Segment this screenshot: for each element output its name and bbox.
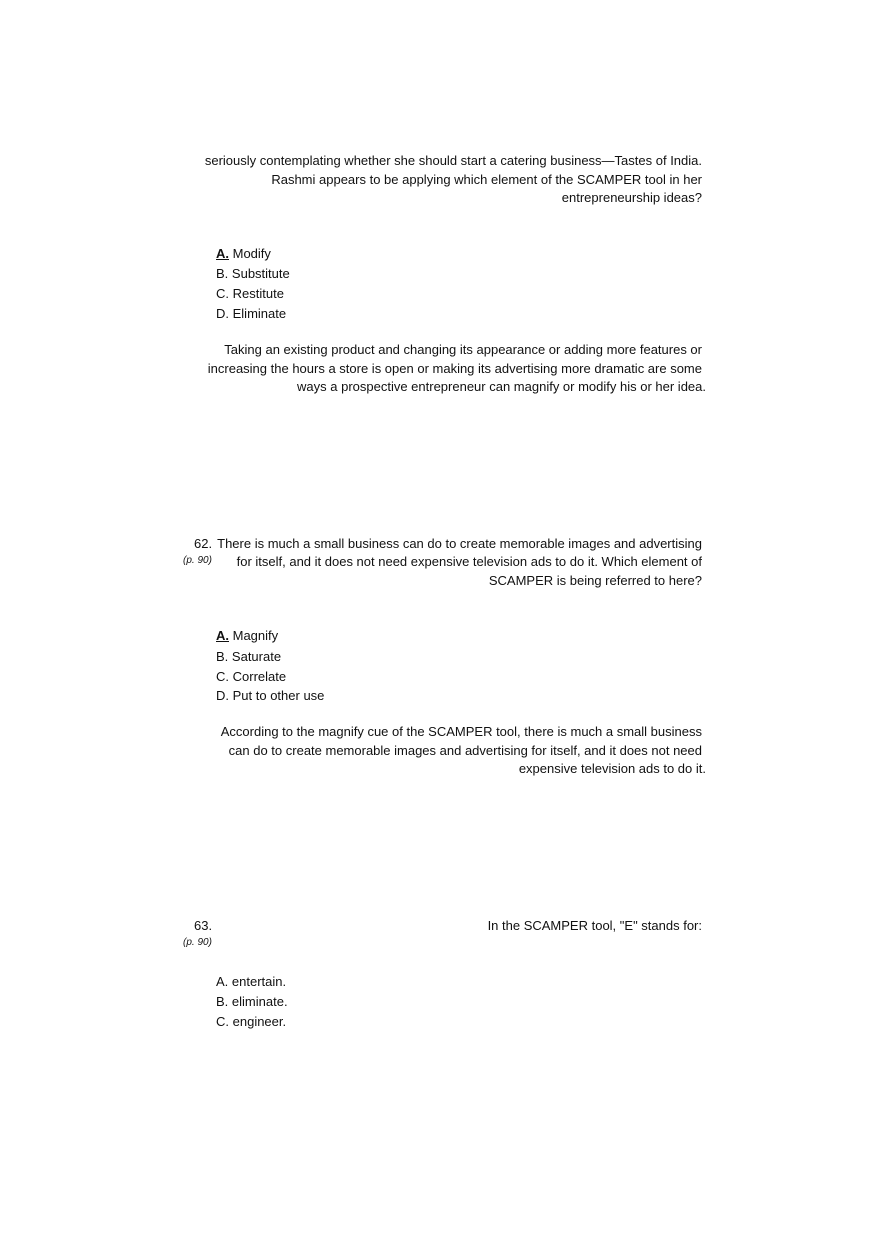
q63-option-b [216,993,288,1011]
q61-stem-line-3: entrepreneurship ideas? [561,190,702,205]
q62-option-b-letter: B. [216,649,229,664]
q61-explanation-line-1: Taking an existing product and changing its appearance or adding more features or [224,342,702,357]
q62-stem-line-2: for itself, and it does not need expensive television ads to do it. Which element of [236,554,702,569]
q62-stem-line-1: There is much a small business can do to create memorable images and advertising [217,536,702,551]
q61-option-a-text: Modify [232,246,271,261]
q63-stem-line-1: In the SCAMPER tool, "E" stands for: [487,918,702,933]
q63-option-c-text: engineer. [232,1014,287,1029]
q61-option-b-text: Substitute [231,266,290,281]
q62-option-d-text: Put to other use [232,688,325,703]
q61-option-d-letter: D. [216,306,229,321]
q62-option-d [216,687,324,705]
q61-option-d [216,305,286,323]
q61-explanation-line-3: ways a prospective entrepreneur can magnify or modify his or her idea. [297,379,706,394]
q62-option-c-letter: C. [216,669,229,684]
q62-option-a-letter: A. [216,628,229,643]
q61-explanation-line-2: increasing the hours a store is open or making its advertising more dramatic are some [207,361,702,376]
q62-explanation-line-1: According to the magnify cue of the SCAMPER tool, there is much a small business [220,724,702,739]
q61-option-d-text: Eliminate [232,306,287,321]
q62-option-a [216,627,278,645]
q61-stem-line-1: seriously contemplating whether she should start a catering business—Tastes of India. [204,153,702,168]
q62-option-b-text: Saturate [231,649,282,664]
q62-stem-line-3: SCAMPER is being referred to here? [488,573,702,588]
q62-option-a-text: Magnify [232,628,279,643]
q62-option-c-text: Correlate [232,669,287,684]
q63-option-c [216,1013,286,1031]
q61-stem-line-2: Rashmi appears to be applying which element of the SCAMPER tool in her [271,172,702,187]
q61-option-c-letter: C. [216,286,229,301]
q61-option-b [216,265,290,283]
q63-option-a-text: entertain. [231,974,287,989]
q62-option-c [216,668,286,686]
q63-number: 63. [194,918,213,933]
q61-option-b-letter: B. [216,266,229,281]
q63-option-a [216,973,286,991]
q63-page-ref: (p. 90) [183,937,212,948]
q63-option-c-letter: C. [216,1014,229,1029]
q63-option-b-letter: B. [216,994,229,1009]
q63-option-b-text: eliminate. [231,994,288,1009]
q61-option-a-letter: A. [216,246,229,261]
q62-explanation-line-3: expensive television ads to do it. [518,761,706,776]
q61-option-a [216,245,271,263]
q62-page-ref: (p. 90) [183,555,212,566]
q62-option-d-letter: D. [216,688,229,703]
q62-explanation-line-2: can do to create memorable images and advertising for itself, and it does not need [228,743,702,758]
q61-option-c-text: Restitute [232,286,284,301]
q63-option-a-letter: A. [216,974,229,989]
q62-number: 62. [194,536,213,551]
q61-option-c [216,285,284,303]
q62-option-b [216,648,281,666]
